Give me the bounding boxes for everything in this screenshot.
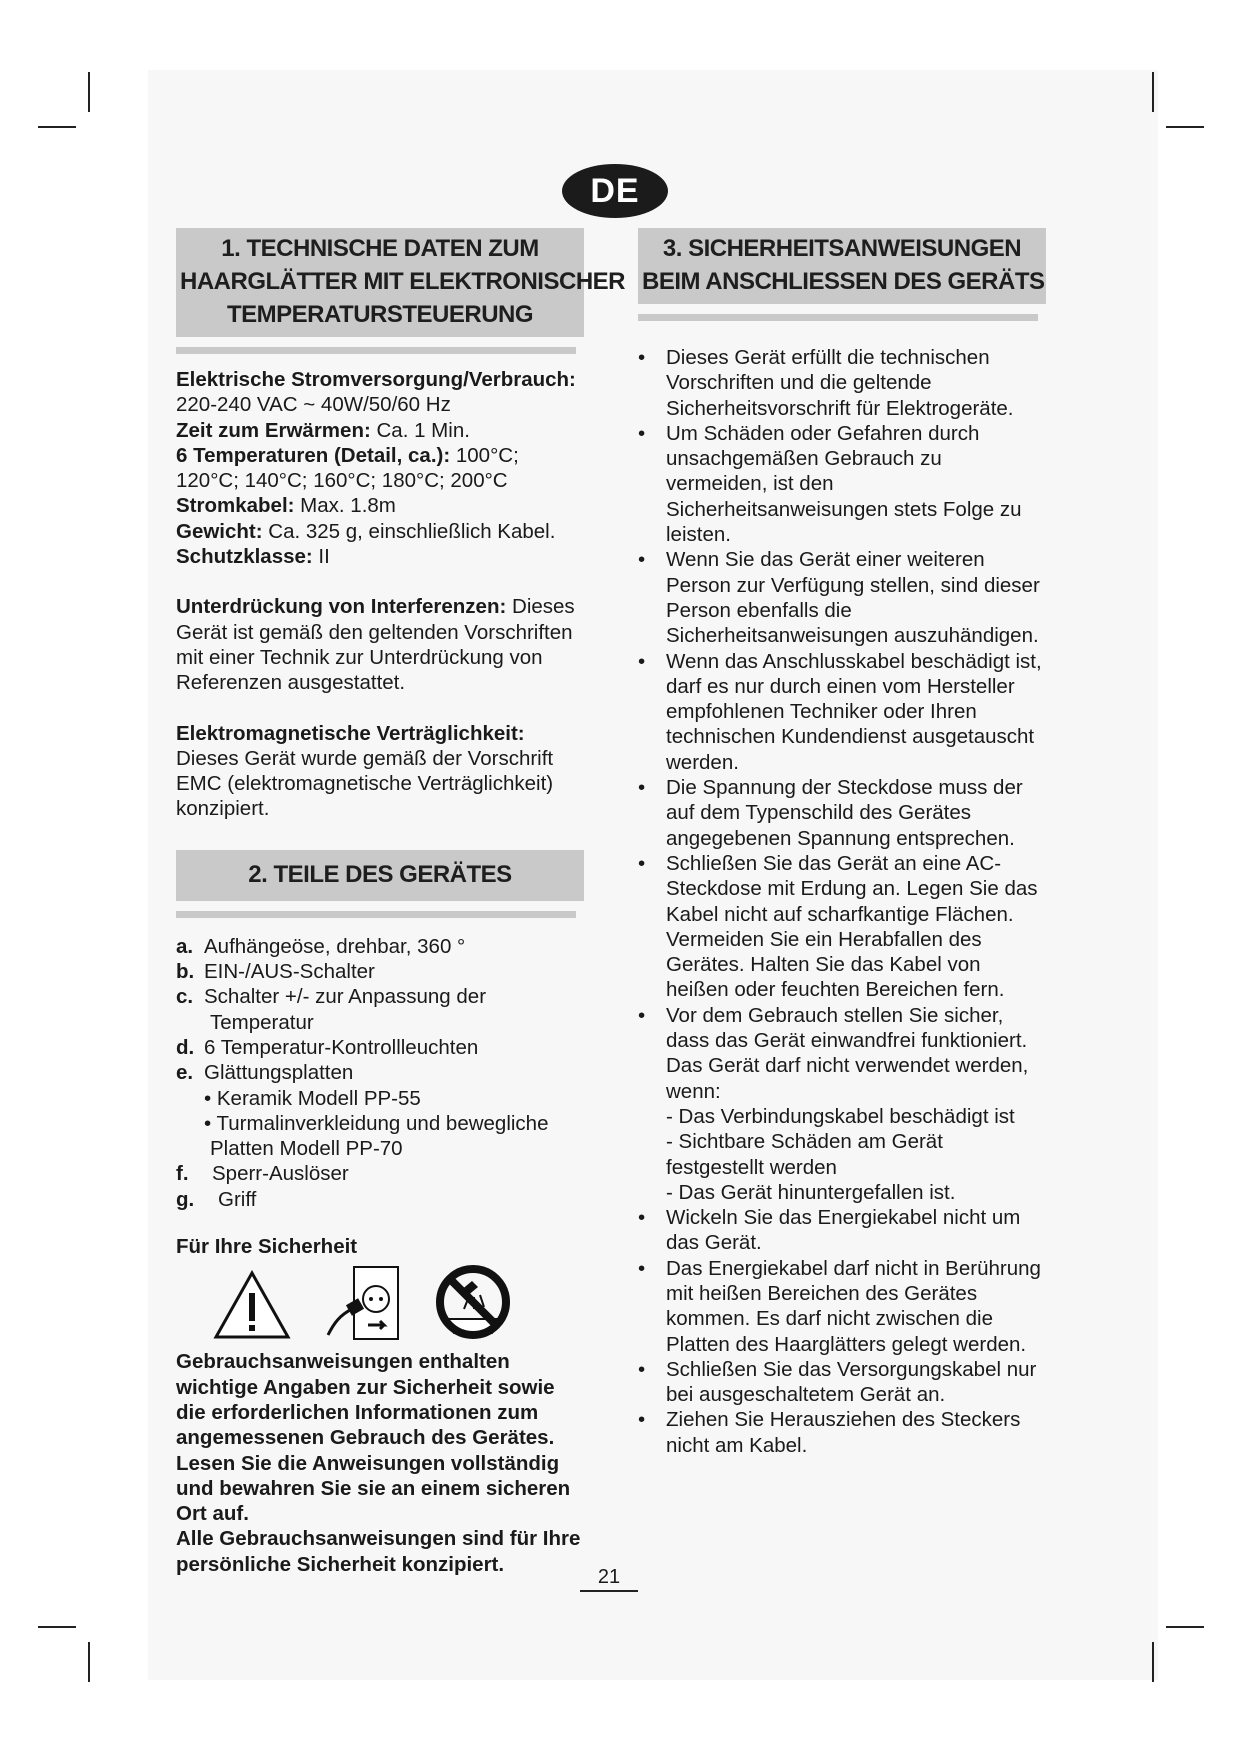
safety-closing: [176, 1526, 586, 1577]
safety-bullets: [638, 345, 1042, 1458]
list-item: • Schließen Sie das Versorgungskabel nur bei ausgeschaltetem Gerät an.: [638, 1357, 1042, 1408]
title-rule: [176, 347, 576, 354]
item-text: Platten Modell PP-70: [210, 1137, 403, 1161]
item-text: Schalter +/- zur Anpassung der: [204, 985, 487, 1009]
list-item: • Die Spannung der Steckdose muss der auf dem Typenschild des Gerätes angegebenen Spannung entsprechen.: [638, 775, 1042, 851]
spec-value: Max. 1.8m: [294, 494, 396, 518]
power-spec: [176, 367, 586, 392]
parts-list: [176, 934, 586, 1212]
unplug-socket-icon: [324, 1265, 402, 1341]
item-letter: d.: [176, 1035, 195, 1059]
spec-label: Zeit zum Erwärmen:: [176, 418, 371, 442]
list-item: [176, 1086, 586, 1111]
spec-label: Gewicht:: [176, 519, 263, 543]
crop-mark: [88, 1642, 90, 1682]
no-water-icon: [434, 1263, 512, 1341]
list-item: • Um Schäden oder Gefahren durch unsachgemäßen Gebrauch zu vermeiden, ist den Sicherheitsanweisungen stets Folge zu leisten.: [638, 421, 1042, 547]
item-text: • Keramik Modell PP-55: [204, 1086, 421, 1110]
list-item: [176, 984, 586, 1009]
item-letter: e.: [176, 1061, 194, 1085]
title-line: 3. SICHERHEITSANWEISUNGEN: [662, 235, 1022, 262]
title-line: 1. TECHNISCHE DATEN ZUM: [221, 235, 539, 262]
list-item: • Das Energiekabel darf nicht in Berührung mit heißen Bereichen des Gerätes kommen. Es darf nicht zwischen die Platten des Haarglätters gelegt werden.: [638, 1256, 1042, 1357]
cable-spec: [176, 493, 586, 518]
item-text: EIN-/AUS-Schalter: [204, 960, 375, 984]
title-line: HAARGLÄTTER MIT ELEKTRONISCHER: [180, 268, 625, 295]
item-letter: [176, 1086, 204, 1111]
spec-label: Unterdrückung von Interferenzen:: [176, 595, 507, 619]
list-item: [176, 1111, 586, 1136]
safety-icons: [212, 1263, 586, 1341]
list-item: • Wickeln Sie das Energiekabel nicht um das Gerät.: [638, 1205, 1042, 1256]
item-text: 6 Temperatur-Kontrollleuchten: [204, 1035, 479, 1059]
item-text: • Turmalinverkleidung und bewegliche: [204, 1111, 549, 1135]
title-rule: [176, 911, 576, 918]
item-letter: [176, 1010, 204, 1035]
section-3-title: [638, 228, 1046, 304]
item-text: Griff: [218, 1187, 257, 1211]
item-letter: a.: [176, 934, 194, 958]
item-text: Aufhängeöse, drehbar, 360 °: [204, 934, 466, 958]
list-item: [176, 1187, 586, 1212]
list-item: [176, 1060, 586, 1085]
sub-item: - Das Gerät hinuntergefallen ist.: [666, 1180, 956, 1204]
spec-value: 100°C;: [450, 443, 519, 467]
safety-heading: [176, 1234, 586, 1259]
list-item: [176, 934, 586, 959]
list-item: [176, 1035, 586, 1060]
class-spec: [176, 544, 586, 569]
spec-label: 6 Temperaturen (Detail, ca.):: [176, 443, 451, 467]
list-item: • Schließen Sie das Gerät an eine AC-Steckdose mit Erdung an. Legen Sie das Kabel nicht auf scharfkantige Flächen. Vermeiden Sie ein Herabfallen des Gerätes. Halten Sie das Kabel von heißen oder feuchten Bereichen fern.: [638, 851, 1042, 1003]
crop-mark: [1152, 1642, 1154, 1682]
crop-mark: [88, 72, 90, 112]
spec-value: 220-240 VAC ~ 40W/50/60 Hz: [176, 393, 451, 417]
sub-item: - Sichtbare Schäden am Gerät festgestellt werden: [666, 1130, 943, 1179]
list-item: [176, 1136, 586, 1161]
page-number: 21: [580, 1566, 638, 1592]
item-text: Glättungsplatten: [204, 1061, 354, 1085]
warning-triangle-icon: [212, 1269, 292, 1341]
spec-value: II: [312, 545, 330, 569]
title-rule: [638, 314, 1038, 321]
right-column: [638, 228, 1058, 1458]
spec-value: 120°C; 140°C; 160°C; 180°C; 200°C: [176, 469, 508, 493]
spec-value: Ca. 325 g, einschließlich Kabel.: [262, 519, 556, 543]
safety-paragraph: [176, 1349, 586, 1526]
item-letter: [176, 1136, 204, 1161]
sub-item: - Das Verbindungskabel beschädigt ist: [666, 1104, 1015, 1128]
spec-label: Schutzklasse:: [176, 545, 313, 569]
list-item: [638, 1003, 1042, 1205]
temps-spec: [176, 443, 586, 468]
section-1-title: [176, 228, 625, 337]
bullet-text: • Vor dem Gebrauch stellen Sie sicher, dass das Gerät einwandfrei funktioniert.: [666, 1003, 1028, 1053]
crop-mark: [38, 1626, 76, 1628]
interference-paragraph: [176, 594, 586, 695]
item-letter: b.: [176, 960, 195, 984]
emc-paragraph: Dieses Gerät wurde gemäß der Vorschrift EMC (elektromagnetische Verträglichkeit) konzipiert.: [176, 746, 554, 821]
spec-value: Dieses Gerät ist gemäß den geltenden Vorschriften mit einer Technik zur Unterdrückung von Referenzen ausgestattet.: [176, 595, 575, 695]
list-item: • Dieses Gerät erfüllt die technischen Vorschriften und die geltende Sicherheitsvorschrift für Elektrogeräte.: [638, 345, 1042, 421]
warmup-spec: [176, 418, 586, 443]
title-line: BEIM ANSCHLIESSEN DES GERÄTS: [642, 268, 1045, 295]
section-2-title: 2. TEILE DES GERÄTES: [176, 850, 584, 901]
item-letter: [176, 1111, 204, 1136]
spec-label: Elektrische Stromversorgung/Verbrauch:: [176, 368, 576, 391]
list-item: [176, 1161, 586, 1186]
list-item: • Ziehen Sie Herausziehen des Steckers nicht am Kabel.: [638, 1407, 1042, 1458]
list-item: [176, 959, 586, 984]
weight-spec: [176, 519, 586, 544]
crop-mark: [1152, 72, 1154, 112]
emc-heading: [176, 721, 586, 746]
item-letter: g.: [176, 1187, 195, 1211]
item-letter: f.: [176, 1162, 189, 1186]
list-item: [176, 1010, 586, 1035]
list-item: • Wenn das Anschlusskabel beschädigt ist, darf es nur durch einen vom Hersteller empfohlenen Techniker oder Ihren technischen Kundendienst ausgetauscht werden.: [638, 649, 1042, 775]
safety-text: Gebrauchsanweisungen enthalten wichtige Angaben zur Sicherheit sowie die erforderlichen Informationen zum angemessenen Gebrauch des Gerätes. Lesen Sie die Anweisungen vollständig und bewahren Sie sie an einem sicheren Ort auf.: [176, 1350, 571, 1526]
crop-mark: [1166, 126, 1204, 128]
safety-heading-text: Für Ihre Sicherheit: [176, 1235, 358, 1259]
list-item: • Wenn Sie das Gerät einer weiteren Person zur Verfügung stellen, sind dieser Person ebenfalls die Sicherheitsanweisungen auszuhändigen.: [638, 547, 1042, 648]
crop-mark: [1166, 1626, 1204, 1628]
language-badge: DE: [562, 164, 668, 218]
title-line: TEMPERATURSTEUERUNG: [226, 301, 534, 328]
spec-label: Stromkabel:: [176, 494, 295, 518]
spec-label: Elektromagnetische Verträglichkeit:: [176, 721, 525, 745]
item-text: Temperatur: [210, 1010, 314, 1034]
item-letter: c.: [176, 985, 194, 1009]
spec-value: Ca. 1 Min.: [370, 418, 470, 442]
crop-mark: [38, 126, 76, 128]
bullet-text: Das Gerät darf nicht verwendet werden, wenn:: [666, 1054, 1029, 1103]
safety-text: Alle Gebrauchsanweisungen sind für Ihre persönliche Sicherheit konzipiert.: [176, 1527, 581, 1576]
item-text: Sperr-Auslöser: [212, 1162, 349, 1186]
